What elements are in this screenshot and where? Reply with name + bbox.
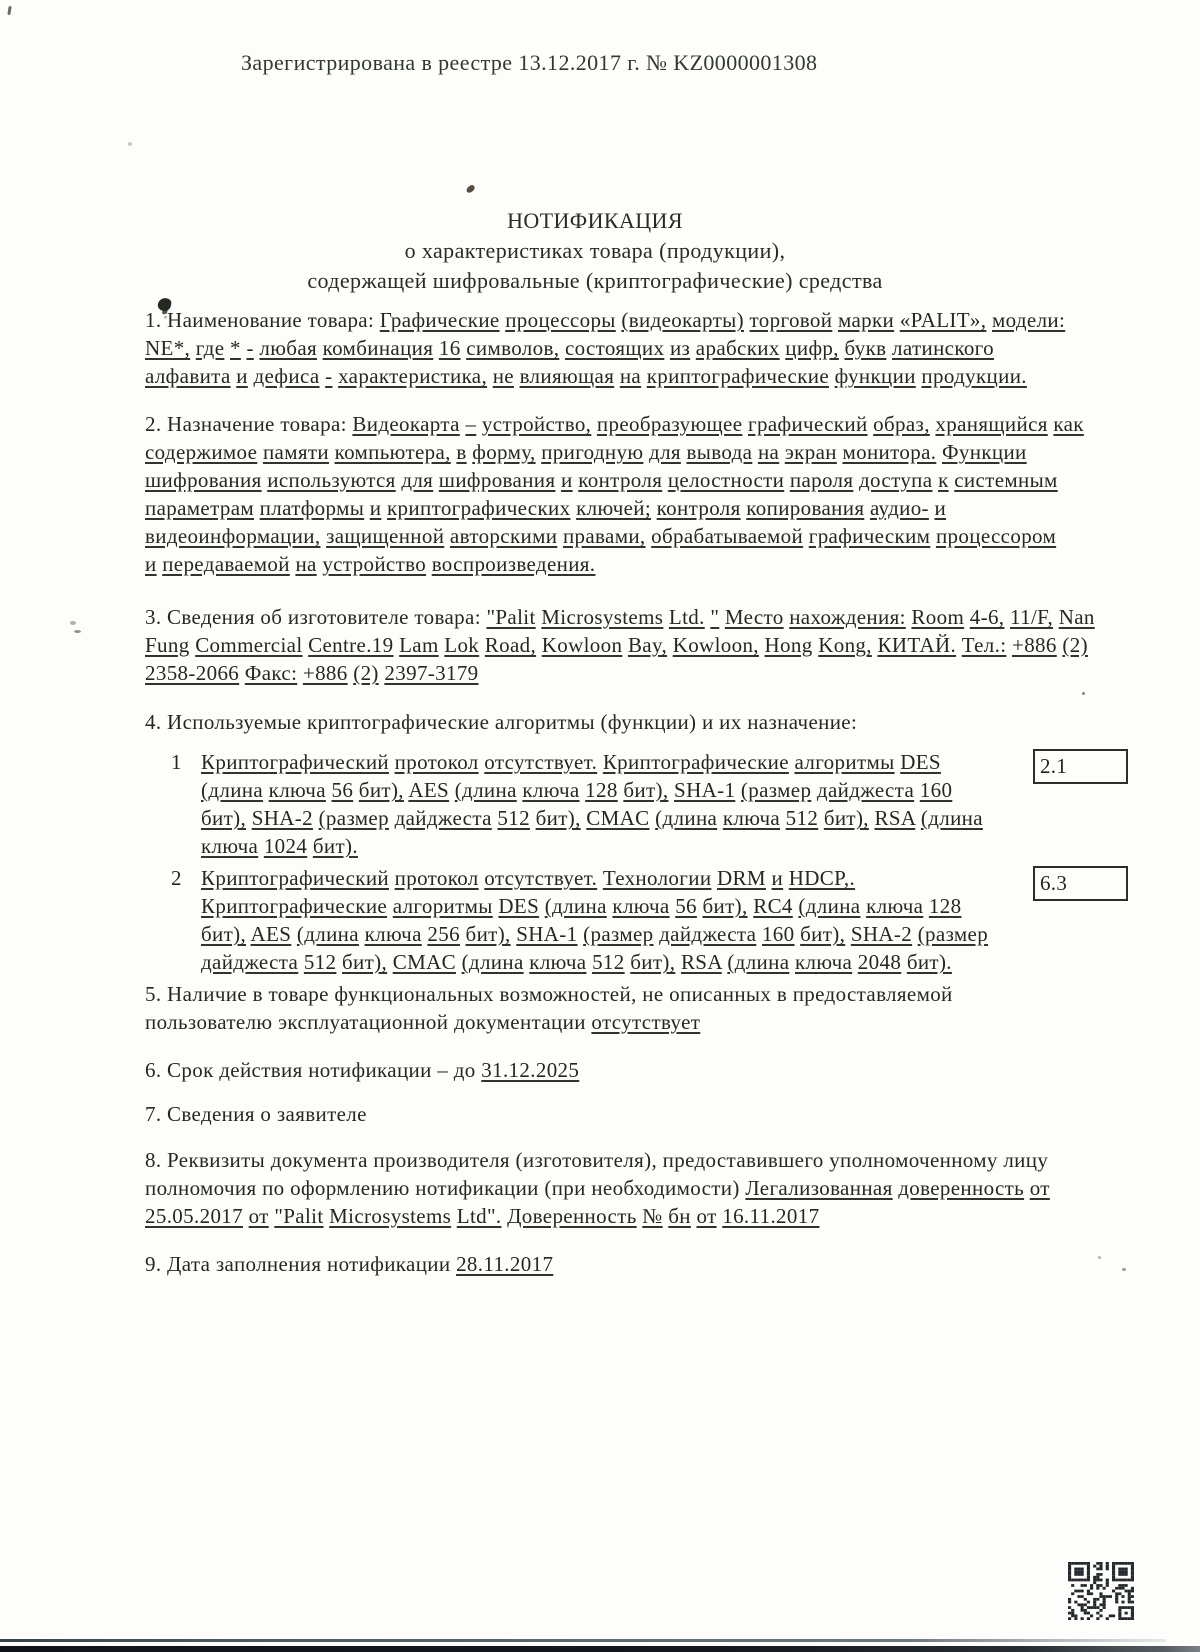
crypto-row-1 xyxy=(145,748,983,860)
scan-speck xyxy=(128,142,132,146)
item-2-product-purpose: 2. Назначение товара: Видеокарта – устройство, преобразующее графический образ, хранящийся как содержимое памяти компьютера, в форму, пригодную для вывода на экран монитора. Функции шифрования используются для шифрования и контроля целостности пароля доступа к системным параметрам платформы и криптографических ключей; контроля копирования аудио- и видеоинформации, защищенной авторскими правами, обрабатываемой графическим процессором и передаваемой на устройство воспроизведения. xyxy=(145,412,1084,576)
title-line-3: содержащей шифровальные (криптографические) средства xyxy=(307,268,883,293)
scan-speck xyxy=(1122,1268,1126,1271)
item-6-validity-period: 6. Срок действия нотификации – до 31.12.2025 xyxy=(145,1058,580,1082)
item-5-undocumented-functions: 5. Наличие в товаре функциональных возможностей, не описанных в предоставляемой пользователю эксплуатационной документации отсутствует xyxy=(145,982,953,1034)
scan-speck xyxy=(1098,1256,1101,1259)
scan-edge-strip xyxy=(0,1646,1200,1652)
item-8-authorization-document: 8. Реквизиты документа производителя (изготовителя), предоставившего уполномоченному лицу полномочия по оформлению нотификации (при необходимости) Легализованная доверенность от 25.05.2017 от "Palit Microsystems Ltd". Доверенность № бн от 16.11.2017 xyxy=(145,1148,1050,1228)
qr-code xyxy=(1068,1562,1134,1620)
scan-speck xyxy=(74,630,81,633)
item-4-heading: 4. Используемые криптографические алгоритмы (функции) и их назначение: xyxy=(145,710,858,734)
item-9-fill-date: 9. Дата заполнения нотификации 28.11.2017 xyxy=(145,1252,554,1276)
item-1-product-name: 1. Наименование товара: Графические процессоры (видеокарты) торговой марки «PALIT», модели: NE*, где * - любая комбинация 16 символов, состоящих из арабских цифр, букв латинского алфавита и дефиса - характеристика, не влияющая на криптографические функции продукции. xyxy=(145,308,1066,388)
crypto-row-1-text: Криптографический протокол отсутствует. Криптографические алгоритмы DES (длина ключа 56 бит), AES (длина ключа 128 бит), SHA-1 (размер дайджеста 160 бит), SHA-2 (размер дайджеста 512 бит), CMAC (длина ключа 512 бит), RSA (длина ключа 1024 бит). xyxy=(201,750,983,858)
registration-line: Зарегистрирована в реестре 13.12.2017 г. № KZ0000001308 xyxy=(241,50,818,75)
crypto-row-2-number: 2 xyxy=(171,866,182,890)
crypto-row-2-text: Криптографический протокол отсутствует. Технологии DRM и HDCP,. Криптографические алгоритмы DES (длина ключа 56 бит), RC4 (длина ключа 128 бит), AES (длина ключа 256 бит), SHA-1 (размер дайджеста 160 бит), SHA-2 (размер дайджеста 512 бит), CMAC (длина ключа 512 бит), RSA (длина ключа 2048 бит). xyxy=(201,866,989,974)
title-line-1: НОТИФИКАЦИЯ xyxy=(507,208,683,233)
scan-edge-line xyxy=(0,1639,1166,1642)
crypto-row-2-code-box: 6.3 xyxy=(1033,866,1128,901)
crypto-row-1-code-box: 2.1 xyxy=(1033,749,1128,784)
scan-speck xyxy=(1082,692,1085,695)
scan-speck xyxy=(465,184,476,194)
item-3-manufacturer-info: 3. Сведения об изготовителе товара: "Palit Microsystems Ltd. " Место нахождения: Room 4-6, 11/F, Nan Fung Commercial Centre.19 Lam Lok Road, Kowloon Bay, Kowloon, Hong Kong, КИТАЙ. Тел.: +886 (2) 2358-2066 Факс: +886 (2) 2397-3179 xyxy=(145,605,1095,685)
title-line-2: о характеристиках товара (продукции), xyxy=(404,238,786,263)
scan-speck xyxy=(70,621,76,625)
crypto-row-1-number: 1 xyxy=(171,750,182,774)
item-7-applicant-info: 7. Сведения о заявителе xyxy=(145,1102,367,1126)
crypto-row-2 xyxy=(145,864,988,976)
document-title xyxy=(0,206,1190,296)
scan-speck xyxy=(7,6,11,15)
